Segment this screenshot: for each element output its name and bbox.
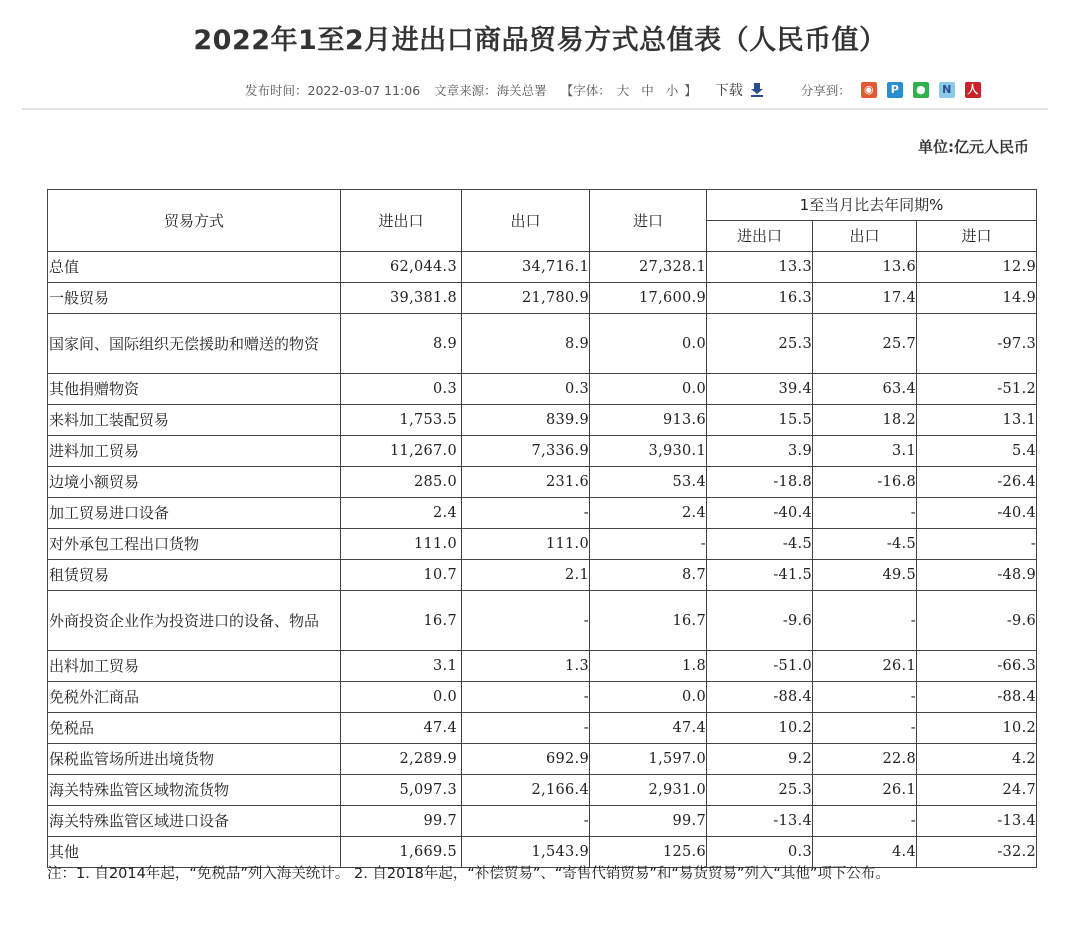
table-row	[48, 682, 1037, 713]
trade-mode-cell: 海关特殊监管区域进口设备	[48, 806, 341, 837]
total-cell: 1,753.5	[341, 405, 462, 436]
yoy-export-cell: -	[813, 713, 917, 744]
publish-time-label: 发布时间：	[245, 83, 308, 98]
total-cell: 2.4	[341, 498, 462, 529]
yoy-total-cell: -40.4	[707, 498, 813, 529]
font-size-medium-link[interactable]: 中	[641, 83, 654, 98]
yoy-import-cell: -40.4	[917, 498, 1037, 529]
table-row	[48, 252, 1037, 283]
font-size-close: 】	[684, 83, 697, 98]
yoy-import-cell: 24.7	[917, 775, 1037, 806]
total-cell: 0.0	[341, 682, 462, 713]
yoy-export-cell: -	[813, 498, 917, 529]
footnote: 注：1. 自2014年起，“免税品”列入海关统计。 2. 自2018年起，“补偿贸易”、“寄售代销贸易”和“易货贸易”列入“其他”项下公布。	[47, 866, 890, 882]
export-cell: 34,716.1	[462, 252, 590, 283]
export-cell: 2,166.4	[462, 775, 590, 806]
yoy-import-cell: 5.4	[917, 436, 1037, 467]
font-size-small-link[interactable]: 小	[665, 83, 679, 98]
total-cell: 285.0	[341, 467, 462, 498]
export-cell: 111.0	[462, 529, 590, 560]
trade-mode-cell: 其他捐赠物资	[48, 374, 341, 405]
table-row	[48, 560, 1037, 591]
renren-icon[interactable]: 人	[965, 82, 981, 98]
yoy-export-cell: -	[813, 682, 917, 713]
total-cell: 8.9	[341, 314, 462, 374]
wechat-icon[interactable]: ●	[913, 82, 929, 98]
total-cell: 16.7	[341, 591, 462, 651]
export-cell: -	[462, 682, 590, 713]
import-cell: 27,328.1	[590, 252, 707, 283]
yoy-export-cell: 4.4	[813, 837, 917, 868]
source-label: 文章来源：	[434, 83, 497, 98]
import-cell: 3,930.1	[590, 436, 707, 467]
yoy-export-cell: 26.1	[813, 651, 917, 682]
yoy-export-cell: 13.6	[813, 252, 917, 283]
yoy-export-cell: 3.1	[813, 436, 917, 467]
yoy-export-cell: 26.1	[813, 775, 917, 806]
trade-mode-cell: 对外承包工程出口货物	[48, 529, 341, 560]
header-yoy-import: 进口	[917, 221, 1037, 252]
import-cell: 1,597.0	[590, 744, 707, 775]
total-cell: 62,044.3	[341, 252, 462, 283]
table-row	[48, 744, 1037, 775]
yoy-total-cell: 13.3	[707, 252, 813, 283]
header-divider	[22, 108, 1048, 110]
page-title: 2022年1至2月进出口商品贸易方式总值表（人民币值）	[193, 25, 887, 56]
publish-time: 2022-03-07 11:06	[307, 82, 421, 98]
yoy-export-cell: 18.2	[813, 405, 917, 436]
yoy-import-cell: -88.4	[917, 682, 1037, 713]
yoy-import-cell: 13.1	[917, 405, 1037, 436]
total-cell: 0.3	[341, 374, 462, 405]
tencent-weibo-icon[interactable]: P	[887, 82, 903, 98]
yoy-total-cell: -51.0	[707, 651, 813, 682]
import-cell: 913.6	[590, 405, 707, 436]
import-cell: -	[590, 529, 707, 560]
trade-mode-cell: 国家间、国际组织无偿援助和赠送的物资	[48, 314, 341, 374]
export-cell: 1,543.9	[462, 837, 590, 868]
export-cell: -	[462, 498, 590, 529]
trade-mode-cell: 海关特殊监管区域物流货物	[48, 775, 341, 806]
yoy-import-cell: -9.6	[917, 591, 1037, 651]
yoy-export-cell: -	[813, 806, 917, 837]
yoy-total-cell: 10.2	[707, 713, 813, 744]
yoy-export-cell: 63.4	[813, 374, 917, 405]
unit-label: 单位:亿元人民币	[918, 138, 1029, 156]
yoy-total-cell: -88.4	[707, 682, 813, 713]
import-cell: 16.7	[590, 591, 707, 651]
yoy-import-cell: -51.2	[917, 374, 1037, 405]
trade-mode-cell: 出料加工贸易	[48, 651, 341, 682]
total-cell: 111.0	[341, 529, 462, 560]
header-import: 进口	[590, 190, 707, 252]
export-cell: 7,336.9	[462, 436, 590, 467]
table-row	[48, 467, 1037, 498]
export-cell: 692.9	[462, 744, 590, 775]
import-cell: 2.4	[590, 498, 707, 529]
export-cell: -	[462, 591, 590, 651]
yoy-import-cell: -	[917, 529, 1037, 560]
import-cell: 125.6	[590, 837, 707, 868]
trade-mode-cell: 外商投资企业作为投资进口的设备、物品	[48, 591, 341, 651]
yoy-import-cell: -26.4	[917, 467, 1037, 498]
trade-mode-cell: 免税外汇商品	[48, 682, 341, 713]
yoy-import-cell: -48.9	[917, 560, 1037, 591]
export-cell: 21,780.9	[462, 283, 590, 314]
header-yoy-group: 1至当月比去年同期%	[707, 190, 1037, 221]
table-row	[48, 283, 1037, 314]
header-yoy-total: 进出口	[707, 221, 813, 252]
header-trade-mode: 贸易方式	[48, 190, 341, 252]
weibo-icon[interactable]: ◉	[861, 82, 877, 98]
import-cell: 1.8	[590, 651, 707, 682]
trade-mode-cell: 其他	[48, 837, 341, 868]
total-cell: 1,669.5	[341, 837, 462, 868]
font-size-open: 【字体：	[560, 83, 611, 98]
import-cell: 0.0	[590, 682, 707, 713]
yoy-export-cell: 25.7	[813, 314, 917, 374]
trade-mode-cell: 租赁贸易	[48, 560, 341, 591]
header-export: 出口	[462, 190, 590, 252]
yoy-export-cell: -16.8	[813, 467, 917, 498]
total-cell: 47.4	[341, 713, 462, 744]
yoy-total-cell: 25.3	[707, 775, 813, 806]
table-row	[48, 498, 1037, 529]
yoy-total-cell: 39.4	[707, 374, 813, 405]
yoy-import-cell: -97.3	[917, 314, 1037, 374]
source: 海关总署	[496, 83, 547, 98]
header-yoy-export: 出口	[813, 221, 917, 252]
header-total: 进出口	[341, 190, 462, 252]
yoy-total-cell: -9.6	[707, 591, 813, 651]
yoy-export-cell: -	[813, 591, 917, 651]
netease-icon[interactable]: N	[939, 82, 955, 98]
yoy-total-cell: 15.5	[707, 405, 813, 436]
share-label: 分享到：	[800, 83, 851, 98]
total-cell: 3.1	[341, 651, 462, 682]
table-row	[48, 591, 1037, 651]
export-cell: 1.3	[462, 651, 590, 682]
yoy-total-cell: 9.2	[707, 744, 813, 775]
export-cell: 8.9	[462, 314, 590, 374]
import-cell: 0.0	[590, 314, 707, 374]
font-size-large-link[interactable]: 大	[616, 83, 630, 98]
table-row	[48, 529, 1037, 560]
trade-mode-table	[47, 189, 1037, 868]
yoy-total-cell: -41.5	[707, 560, 813, 591]
table-row	[48, 651, 1037, 682]
yoy-import-cell: -13.4	[917, 806, 1037, 837]
export-cell: 2.1	[462, 560, 590, 591]
table-row	[48, 405, 1037, 436]
export-cell: -	[462, 713, 590, 744]
table-row	[48, 436, 1037, 467]
total-cell: 99.7	[341, 806, 462, 837]
import-cell: 99.7	[590, 806, 707, 837]
yoy-total-cell: 0.3	[707, 837, 813, 868]
table-row	[48, 713, 1037, 744]
export-cell: -	[462, 806, 590, 837]
trade-mode-cell: 保税监管场所进出境货物	[48, 744, 341, 775]
download-link[interactable]: 下载	[714, 83, 743, 99]
table-row	[48, 775, 1037, 806]
yoy-export-cell: 22.8	[813, 744, 917, 775]
total-cell: 10.7	[341, 560, 462, 591]
article-meta-bar	[245, 80, 981, 100]
yoy-total-cell: -4.5	[707, 529, 813, 560]
import-cell: 47.4	[590, 713, 707, 744]
yoy-export-cell: 49.5	[813, 560, 917, 591]
import-cell: 53.4	[590, 467, 707, 498]
yoy-import-cell: -66.3	[917, 651, 1037, 682]
yoy-total-cell: -13.4	[707, 806, 813, 837]
table-body	[48, 252, 1037, 868]
export-cell: 839.9	[462, 405, 590, 436]
trade-mode-cell: 加工贸易进口设备	[48, 498, 341, 529]
total-cell: 5,097.3	[341, 775, 462, 806]
table-row	[48, 806, 1037, 837]
trade-mode-cell: 来料加工装配贸易	[48, 405, 341, 436]
yoy-import-cell: 14.9	[917, 283, 1037, 314]
yoy-total-cell: 16.3	[707, 283, 813, 314]
yoy-export-cell: -4.5	[813, 529, 917, 560]
total-cell: 11,267.0	[341, 436, 462, 467]
table-row	[48, 314, 1037, 374]
import-cell: 2,931.0	[590, 775, 707, 806]
trade-mode-cell: 边境小额贸易	[48, 467, 341, 498]
export-cell: 231.6	[462, 467, 590, 498]
import-cell: 0.0	[590, 374, 707, 405]
yoy-export-cell: 17.4	[813, 283, 917, 314]
trade-mode-cell: 免税品	[48, 713, 341, 744]
total-cell: 2,289.9	[341, 744, 462, 775]
yoy-import-cell: -32.2	[917, 837, 1037, 868]
export-cell: 0.3	[462, 374, 590, 405]
trade-mode-cell: 一般贸易	[48, 283, 341, 314]
yoy-total-cell: 3.9	[707, 436, 813, 467]
import-cell: 8.7	[590, 560, 707, 591]
import-cell: 17,600.9	[590, 283, 707, 314]
yoy-import-cell: 4.2	[917, 744, 1037, 775]
yoy-total-cell: -18.8	[707, 467, 813, 498]
yoy-import-cell: 12.9	[917, 252, 1037, 283]
table-row	[48, 374, 1037, 405]
trade-mode-cell: 进料加工贸易	[48, 436, 341, 467]
total-cell: 39,381.8	[341, 283, 462, 314]
trade-mode-cell: 总值	[48, 252, 341, 283]
download-icon[interactable]	[751, 83, 763, 97]
yoy-import-cell: 10.2	[917, 713, 1037, 744]
yoy-total-cell: 25.3	[707, 314, 813, 374]
